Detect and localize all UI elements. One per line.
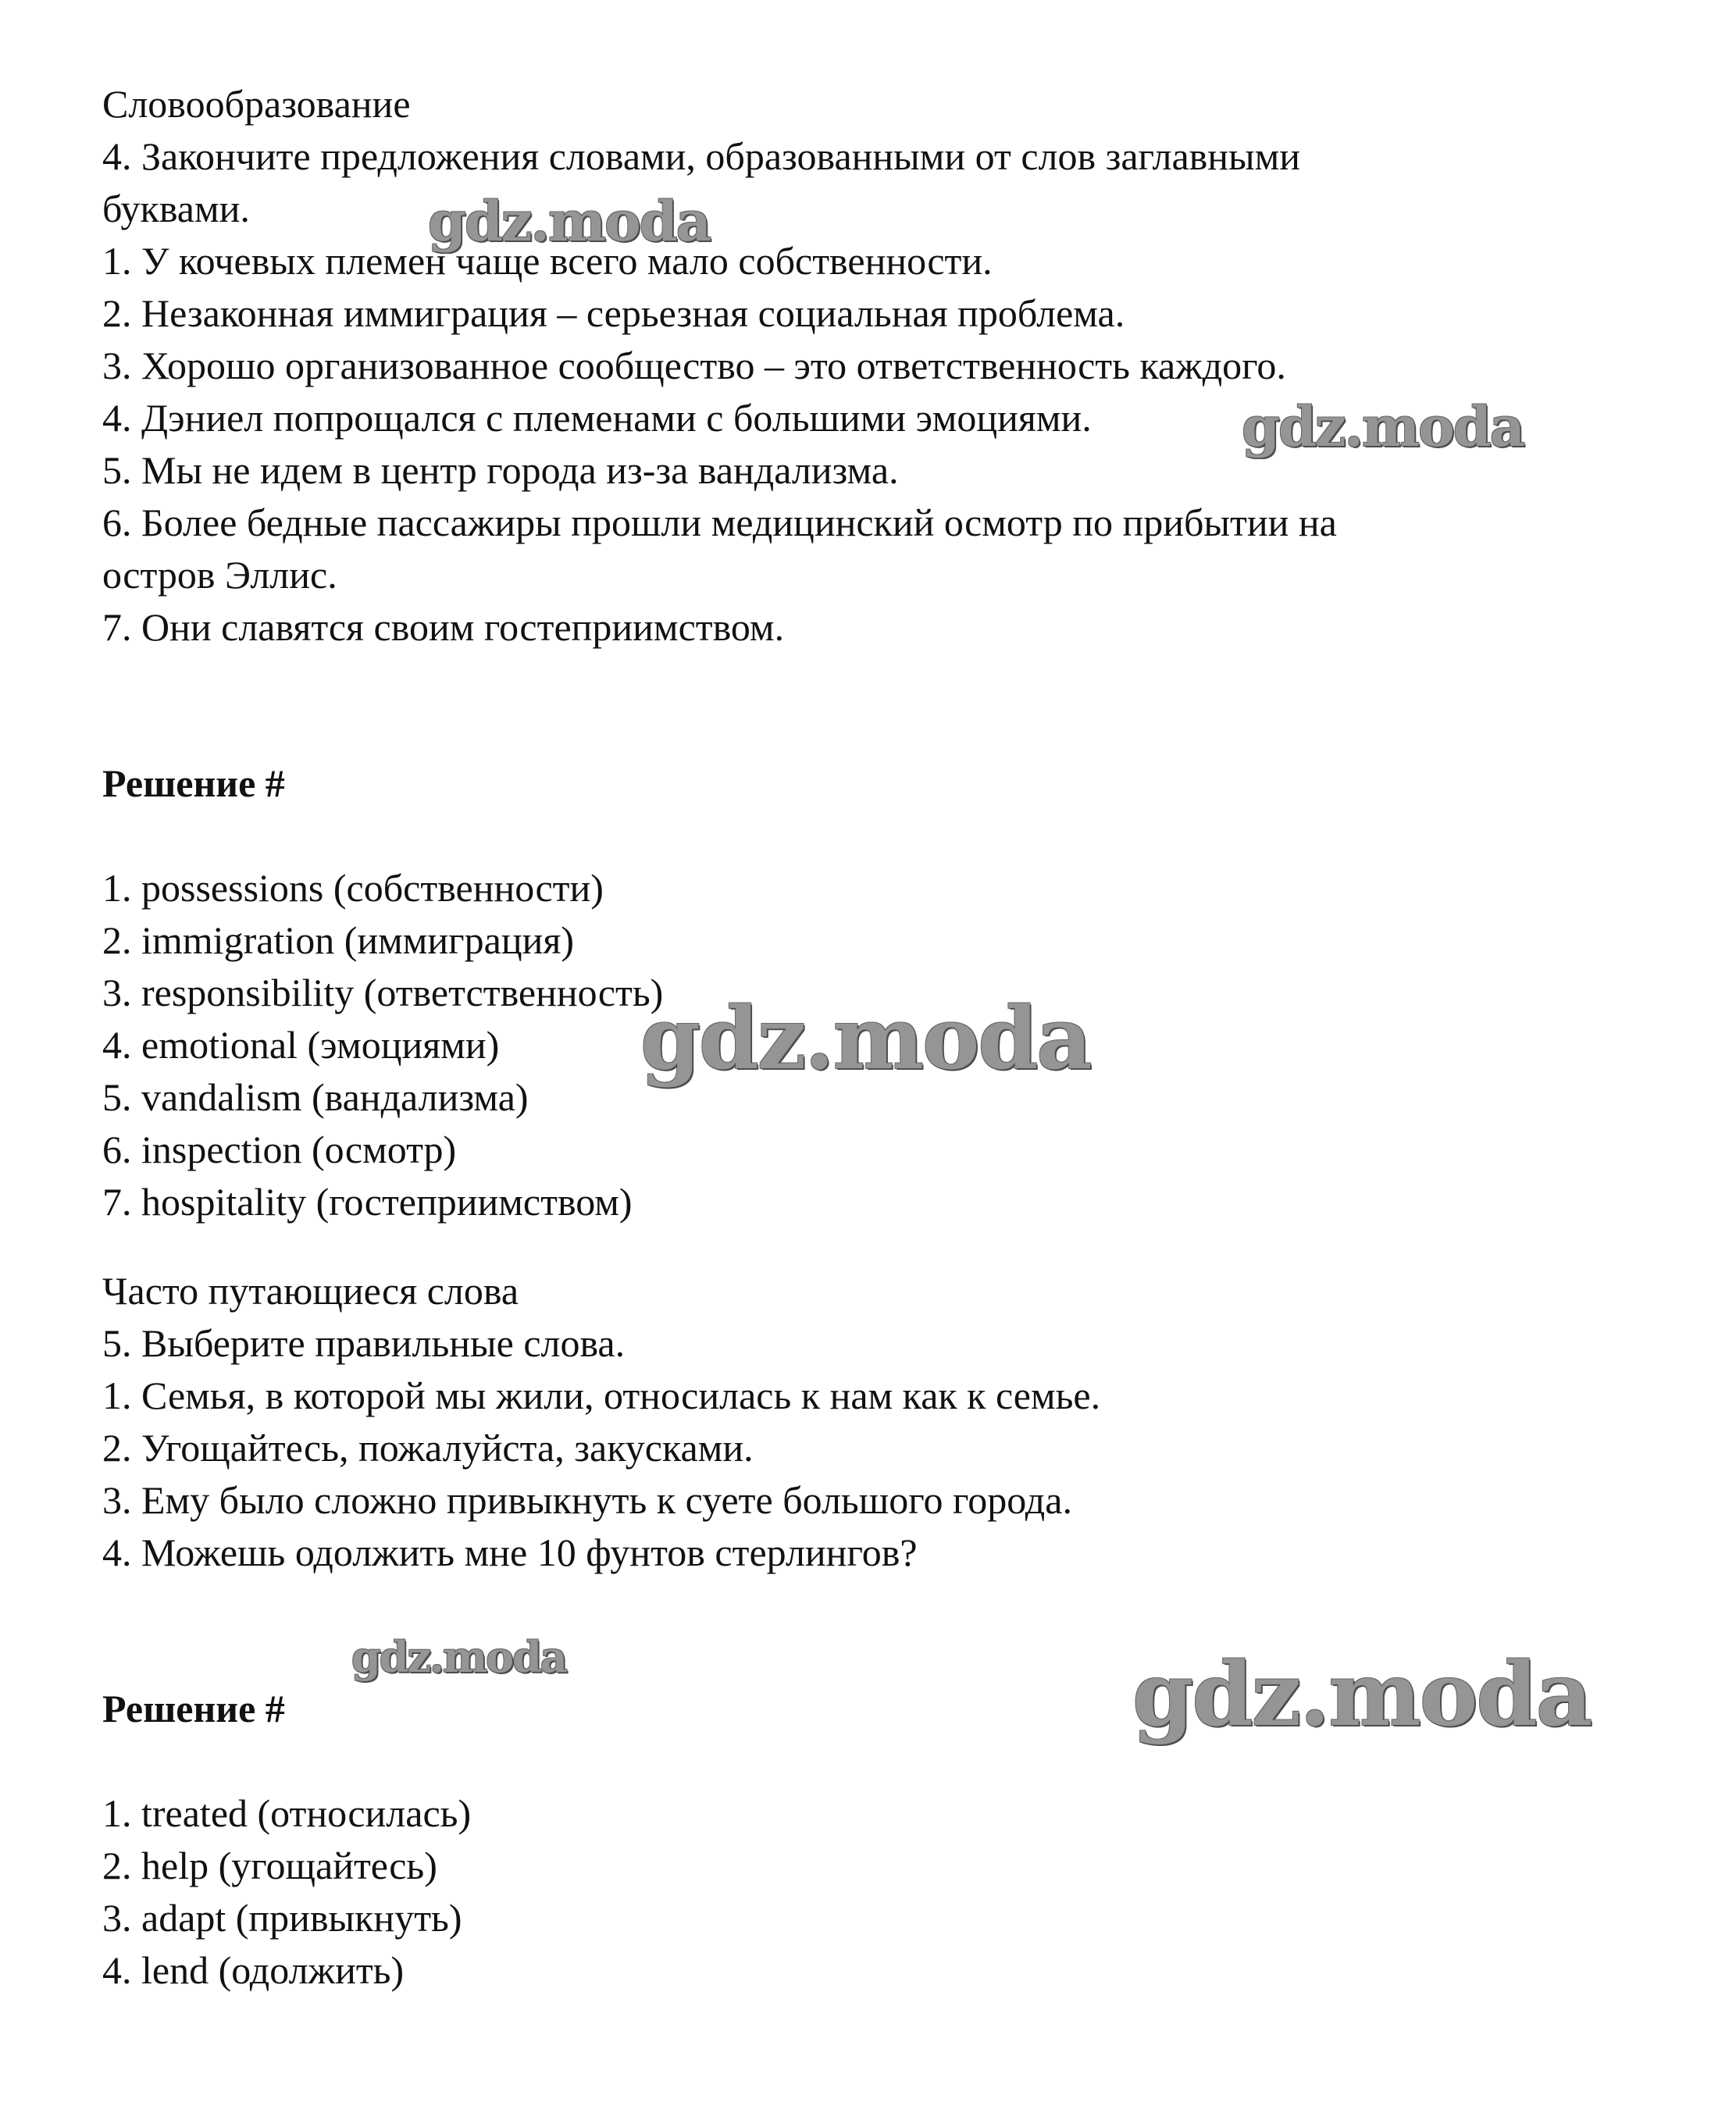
answer-item: 4. lend (одолжить) <box>102 1948 405 1992</box>
answer-item: 1. possessions (собственности) <box>102 866 604 910</box>
exercise-item: 3. Хорошо организованное сообщество – это ответственность каждого. <box>102 344 1286 387</box>
exercise-item: 6. Более бедные пассажиры прошли медицинский осмотр по прибытии на <box>102 501 1337 544</box>
answer-item: 7. hospitality (гостеприимством) <box>102 1180 633 1224</box>
answer-item: 3. responsibility (ответственность) <box>102 971 664 1014</box>
exercise-item: 4. Можешь одолжить мне 10 фунтов стерлингов? <box>102 1531 918 1574</box>
exercise-item: 1. Семья, в которой мы жили, относилась к нам как к семье. <box>102 1374 1101 1417</box>
word-formation-section <box>102 78 1621 654</box>
exercise-item: 1. У кочевых племен чаще всего мало собственности. <box>102 239 993 283</box>
exercise-item: 7. Они славятся своим гостеприимством. <box>102 605 785 649</box>
exercise-item: 3. Ему было сложно привыкнуть к суете большого города. <box>102 1478 1072 1522</box>
exercise-item-cont: остров Эллис. <box>102 553 337 597</box>
watermark: gdz.moda <box>1132 1644 1592 1746</box>
answer-item: 2. immigration (иммиграция) <box>102 918 575 962</box>
watermark: gdz.moda <box>351 1632 566 1682</box>
answer-item: 6. inspection (осмотр) <box>102 1128 457 1171</box>
watermark: gdz.moda <box>640 988 1091 1089</box>
answer-item: 1. treated (относилась) <box>102 1791 472 1835</box>
exercise-item: 2. Незаконная иммиграция – серьезная социальная проблема. <box>102 291 1125 335</box>
task-instruction-cont: буквами. <box>102 187 250 230</box>
watermark: gdz.moda <box>1242 394 1524 459</box>
answer-item: 2. help (угощайтесь) <box>102 1844 437 1887</box>
section-heading: Часто путающиеся слова <box>102 1269 519 1313</box>
solution-heading: Решение # <box>102 1687 285 1730</box>
watermark: gdz.moda <box>428 189 711 254</box>
section-heading: Словообразование <box>102 82 411 126</box>
task-instruction: 5. Выберите правильные слова. <box>102 1321 626 1365</box>
answer-item: 3. adapt (привыкнуть) <box>102 1896 462 1940</box>
confusing-words-section <box>102 1265 1621 1579</box>
task-instruction: 4. Закончите предложения словами, образованными от слов заглавными <box>102 134 1301 178</box>
answer-item: 4. emotional (эмоциями) <box>102 1023 500 1067</box>
exercise-item: 5. Мы не идем в центр города из-за вандализма. <box>102 448 899 492</box>
solution-heading: Решение # <box>102 761 285 805</box>
answer-item: 5. vandalism (вандализма) <box>102 1075 529 1119</box>
exercise-item: 2. Угощайтесь, пожалуйста, закусками. <box>102 1426 754 1470</box>
exercise-item: 4. Дэниел попрощался с племенами с большими эмоциями. <box>102 396 1092 440</box>
